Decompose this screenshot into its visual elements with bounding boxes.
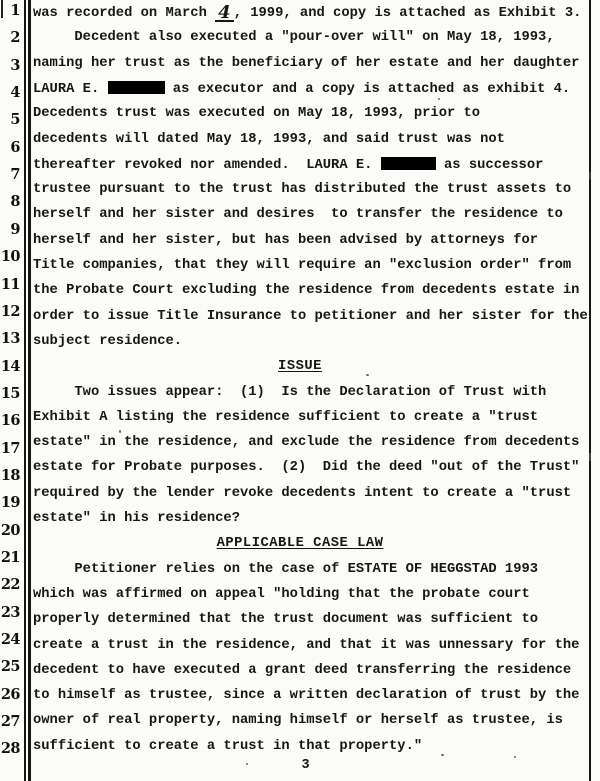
line-number: 12: [0, 302, 20, 320]
text-line: herself and her sister and desires to transfer the residence to: [33, 207, 563, 223]
line-number: 10: [0, 248, 20, 266]
text-line: Decedents trust was executed on May 18, 1993, prior to: [33, 106, 481, 122]
line-number: 24: [0, 631, 20, 649]
handwritten-date: 4: [215, 7, 234, 22]
text-line: estate" in the residence, and exclude the residence from decedents: [33, 435, 580, 451]
text-line: owner of real property, naming himself or herself as trustee, is: [33, 713, 563, 729]
text-line: order to issue Title Insurance to petitioner and her sister for the: [33, 308, 588, 324]
line-number: 28: [0, 740, 20, 758]
line-number: 5: [10, 111, 20, 129]
text-line: the Probate Court excluding the residence from decedents estate in: [33, 283, 580, 299]
line-number: 4: [10, 84, 20, 102]
line-number: 27: [0, 713, 20, 731]
line-number: 3: [10, 56, 20, 74]
text-line: create a trust in the residence, and that it was unnessary for the: [33, 637, 580, 653]
scan-speck: [366, 374, 369, 376]
text-line: decedents will dated May 18, 1993, and said trust was not: [33, 131, 505, 147]
scan-speck: [514, 756, 516, 758]
line-number: 1: [10, 2, 20, 19]
text-line: subject residence.: [33, 333, 183, 349]
line-number: 21: [0, 549, 20, 566]
text-line: trustee pursuant to the trust has distributed the trust assets to: [33, 182, 572, 198]
page-number: 3: [301, 758, 310, 773]
text-line: naming her trust as the beneficiary of her estate and her daughter: [33, 55, 580, 71]
line-number: 9: [10, 220, 20, 238]
line-number: 23: [0, 603, 20, 621]
redaction-box: [381, 157, 436, 170]
line-number: 19: [0, 494, 20, 512]
line-number: 17: [0, 439, 20, 457]
text-line: Two issues appear: (1) Is the Declaration of Trust with: [33, 384, 547, 400]
section-heading-label: APPLICABLE CASE LAW: [216, 536, 384, 552]
text-line: required by the lender revoke decedents intent to create a "trust: [33, 485, 572, 501]
line-number: 18: [0, 466, 20, 484]
section-heading: [0, 536, 600, 551]
line-number: 20: [0, 521, 20, 539]
line-number: 8: [10, 193, 20, 211]
line-number: 2: [10, 29, 20, 47]
line-number: 13: [0, 330, 20, 348]
line-number: 15: [0, 384, 20, 402]
line-number: 7: [10, 166, 20, 184]
text-line: Decedent also executed a "pour-over will" on May 18, 1993,: [33, 30, 555, 46]
text-line: Petitioner relies on the case of ESTATE OF HEGGSTAD 1993: [33, 561, 539, 577]
text-line: estate for Probate purposes. (2) Did the deed "out of the Trust": [33, 460, 580, 476]
scan-speck: [119, 430, 121, 433]
text-line: LAURA E. as executor and a copy is attached as exhibit 4.: [33, 81, 571, 97]
line-number: 26: [0, 685, 20, 703]
text-line: decedent to have executed a grant deed transferring the residence: [33, 662, 572, 678]
line-number: 6: [10, 138, 20, 156]
text-line: thereafter revoked nor amended. LAURA E. as successor: [33, 157, 544, 173]
line-number: 22: [0, 576, 20, 594]
line-number: 25: [0, 658, 20, 676]
line-number: 11: [0, 275, 20, 293]
scan-speck: [438, 98, 440, 100]
section-heading: [0, 359, 600, 374]
text-line: to himself as trustee, since a written declaration of trust by the: [33, 688, 580, 704]
text-line: herself and her sister, but has been advised by attorneys for: [33, 232, 539, 248]
redaction-box: [108, 81, 165, 94]
scan-speck: [441, 754, 444, 756]
line-number: 14: [0, 357, 20, 375]
line-number: 16: [0, 412, 20, 430]
text-line: Title companies, that they will require an "exclusion order" from: [33, 258, 572, 273]
section-heading-label: ISSUE: [278, 359, 322, 375]
text-line: sufficient to create a trust in that property.": [33, 738, 423, 754]
scan-speck: [246, 763, 248, 765]
text-line: properly determined that the trust document was sufficient to: [33, 612, 539, 628]
text-line: Exhibit A listing the residence sufficient to create a "trust: [33, 409, 539, 425]
text-line: which was affirmed on appeal "holding that the probate court: [33, 586, 530, 602]
text-line: estate" in his residence?: [33, 511, 240, 526]
text-line: was recorded on March 4 , 1999, and copy is attached as Exhibit 3.: [33, 2, 582, 23]
